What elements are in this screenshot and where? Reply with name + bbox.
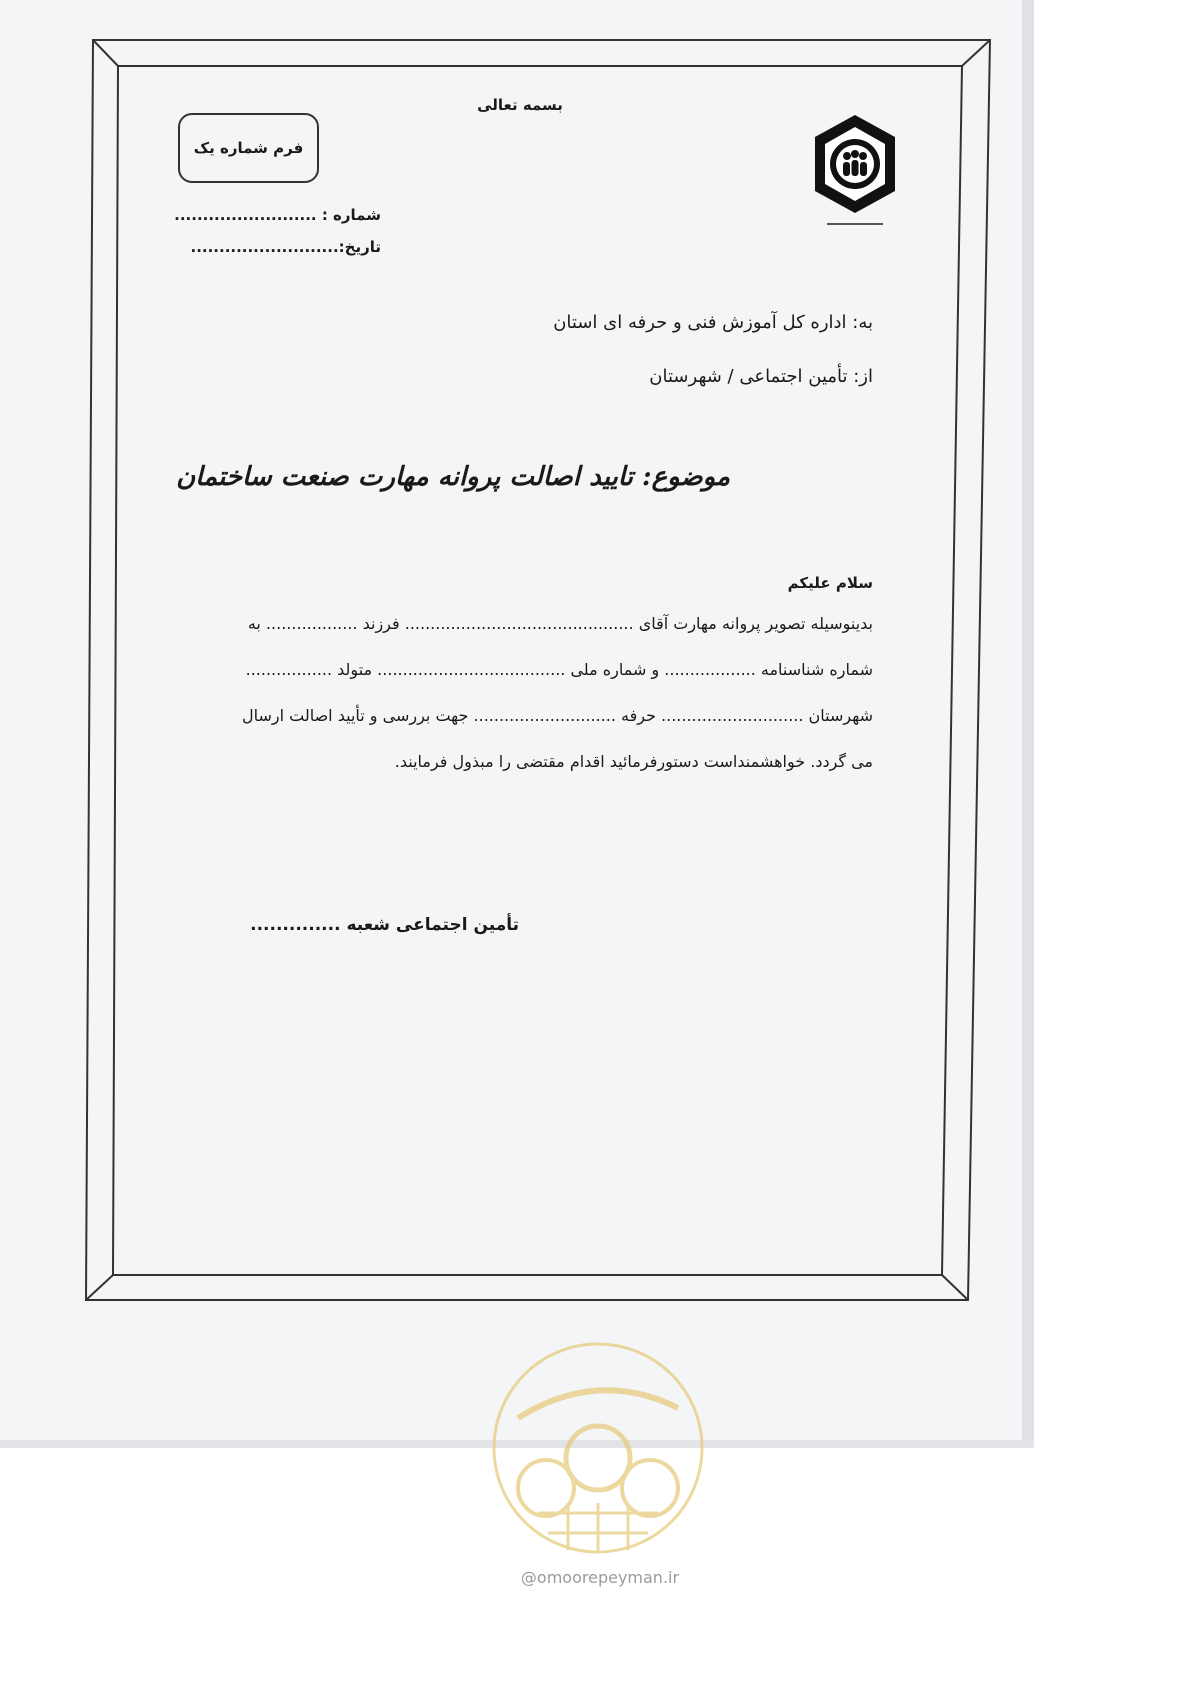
form-number-box bbox=[178, 113, 319, 183]
body-line-3: شهرستان ............................ حرفه ............................ جهت بررسی و تأیید اصالت ارسال bbox=[241, 706, 873, 725]
body-line-4: می گردد. خواهشمنداست دستورفرمائید اقدام مقتضی را مبذول فرمایند. bbox=[394, 752, 873, 771]
body-line-1: بدینوسیله تصویر پروانه مهارت آقای ............................................. فرزند .................. به bbox=[247, 614, 873, 633]
recipient-line: به: اداره کل آموزش فنی و حرفه ای استان bbox=[553, 312, 873, 333]
form-number-label: فرم شماره یک bbox=[193, 139, 304, 157]
greeting: سلام علیکم bbox=[787, 574, 873, 592]
sender-line: از: تأمین اجتماعی / شهرستان bbox=[649, 366, 873, 387]
bismillah-heading: بسمه تعالی bbox=[477, 96, 563, 114]
social-security-logo-icon bbox=[805, 113, 905, 238]
subject-line: موضوع: تایید اصالت پروانه مهارت صنعت ساختمان bbox=[176, 462, 730, 492]
watermark-url: @omoorepeyman.ir bbox=[520, 1568, 680, 1587]
letter-date-field: تاریخ:.......................... bbox=[190, 238, 381, 256]
body-line-2: شماره شناسنامه .................. و شماره ملی ..................................... متولد ................. bbox=[245, 660, 873, 679]
letter-number-field: شماره : ......................... bbox=[174, 206, 381, 224]
omoore-peyman-stamp-icon bbox=[488, 1338, 708, 1560]
signature-line: تأمین اجتماعی شعبه .............. bbox=[250, 915, 519, 935]
